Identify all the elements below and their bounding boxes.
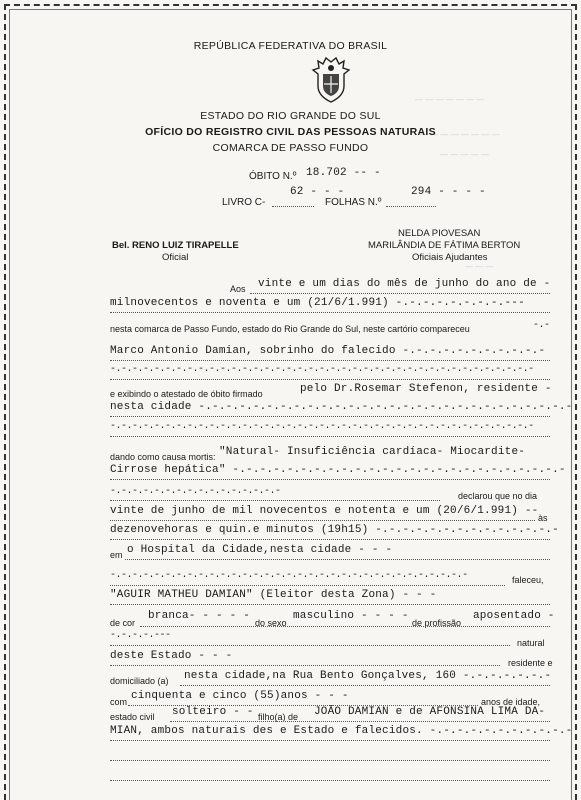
idade-label: anos de idade, [481, 697, 541, 707]
date-line-2: milnovecentos e noventa e um (21/6/1.991) -.-.-.-.-.-.-.-.--- [110, 297, 525, 309]
civil-label: estado civil [110, 712, 155, 722]
line-rule [110, 665, 500, 666]
bleed-through-text: — — — — — — — — [420, 130, 500, 139]
obito-label: ÓBITO N.º [249, 171, 297, 182]
place-line: o Hospital da Cidade,nesta cidade - - - [127, 544, 393, 556]
profissao-label: de profissão [412, 618, 462, 628]
bleed-through-text: — — — [465, 262, 494, 271]
filler-dashes: -.-.-.-.-.-.-.-.-.-.-.-.-.-.-.-.-.-.-.-.-.-.-.-.-.-.-.-.-.-.-.-.-.-.-.-.-.-.- [110, 421, 534, 432]
filler-dashes: -.-.-.-.-.-.-.-.-.-.-.-.-.-.-.-.-.-.-.-.-.-.-.-.-.-.-.-.-.-.-.-.-.-.-.-.-.-.- [110, 364, 534, 375]
line-rule [110, 479, 550, 480]
line-rule [110, 585, 505, 586]
deceased-name-line: "AGUIR MATHEU DAMIAN" (Eleitor desta Zona) - - - [110, 589, 437, 601]
declarant-line: Marco Antonio Damian, sobrinho do falecido -.-.-.-.-.-.-.-.-.-.- [110, 345, 546, 357]
line-rule [110, 604, 550, 605]
doctor-line: pelo Dr.Rosemar Stefenon, residente - [300, 383, 552, 395]
residence-line: nesta cidade -.-.-.-.-.-.-.-.-.-.-.-.-.-.-.-.-.-.-.-.-.-.-.-.-.-.-.- [110, 401, 573, 413]
assistant-name-1: NELDA PIOVESAN [398, 228, 481, 239]
line-rule [110, 520, 535, 521]
civil-value: solteiro - - [172, 706, 254, 718]
folhas-rule [386, 206, 436, 207]
origin-line: deste Estado - - - [110, 650, 233, 662]
causa-line-1: "Natural- Insuficiência cardíaca- Miocardite- [219, 446, 526, 458]
bleed-through-text: — — — — — [440, 150, 489, 159]
folhas-value: 294 - - - - [411, 186, 486, 198]
livro-label: LIVRO C- [222, 197, 266, 208]
line-rule [110, 780, 550, 781]
causa-label: dando como causa mortis: [110, 452, 216, 462]
address-line: nesta cidade,na Rua Bento Gonçalves, 160 -.-.-.-.-.-.- [184, 670, 552, 682]
line-rule [110, 645, 510, 646]
line-rule [180, 685, 550, 686]
atestado-text: e exibindo o atestado de óbito firmado [110, 389, 263, 399]
line-rule [110, 760, 550, 761]
official-name: Bel. RENO LUIZ TIRAPELLE [112, 240, 239, 251]
filler-dashes: -.-.-.-.-.-.-.-.-.-.-.-.-.-.-.-.-.-.-.-.-.-.-.-.-.-.-.-.-.-.-.-.- [110, 570, 468, 581]
declarou-text: declarou que no dia [458, 491, 538, 501]
cor-label: de cor [110, 618, 136, 628]
sexo-value: masculino - - - - [293, 610, 409, 622]
natural-label: natural [517, 638, 545, 648]
comarca-text: nesta comarca de Passo Fundo, estado do Rio Grande do Sul, neste cartório compareceu [110, 324, 470, 334]
assistants-role: Oficiais Ajudantes [412, 252, 488, 263]
bleed-through-text: — — — — — — — [415, 95, 485, 104]
line-rule [170, 721, 550, 722]
parents-line: JOÃO DAMIAN e de AFONSINA LIMA DA- [314, 706, 546, 718]
filler-dashes: -.-.-.-.-.-.-.-.-.-.-.-.-.-.-.- [110, 486, 281, 497]
domiciliado-label: domiciliado (a) [110, 676, 169, 686]
line-rule [110, 740, 550, 741]
line-rule [110, 379, 550, 380]
livro-value: 62 - - - [290, 186, 345, 198]
date-line-1: vinte e um dias do mês de junho do ano de - [258, 278, 551, 290]
faleceu-text: faleceu, [512, 575, 544, 585]
as-label: às [538, 513, 548, 523]
assistant-name-2: MARILÂNDIA DE FÁTIMA BERTON [368, 240, 521, 251]
coat-of-arms-icon [310, 56, 352, 104]
parents-line-2: MIAN, ambos naturais des e Estado e falecidos. -.-.-.-.-.-.-.-.-.-.- [110, 725, 573, 737]
folhas-label: FOLHAS N.º [325, 197, 382, 208]
line-rule [125, 559, 550, 560]
filho-label: filho(a) de [258, 712, 299, 722]
obito-number: 18.702 -- - [306, 167, 381, 179]
cor-value: branca- - - - - [148, 610, 251, 622]
line-rule [140, 626, 550, 627]
death-date-line: vinte de junho de mil novecentos e notenta e um (20/6/1.991) -- [110, 505, 539, 517]
livro-rule [272, 206, 314, 207]
causa-line-2: Cirrose hepática" -.-.-.-.-.-.-.-.-.-.-.-.-.-.-.-.-.-.-.-.-.-.-.-.- [110, 464, 566, 476]
residente-label: residente e [508, 658, 553, 668]
aos-label: Aos [230, 284, 246, 294]
line-rule [110, 500, 440, 501]
line-rule [110, 436, 550, 437]
header-office: OFÍCIO DO REGISTRO CIVIL DAS PESSOAS NATURAIS [145, 126, 436, 138]
filler-dashes: -.-.-.-.--- [110, 630, 171, 641]
header-state: ESTADO DO RIO GRANDE DO SUL [200, 110, 381, 122]
header-district: COMARCA DE PASSO FUNDO [212, 142, 369, 154]
comarca-tail: -.- [533, 320, 550, 331]
profissao-value: aposentado - [473, 610, 555, 622]
header-republic: REPÚBLICA FEDERATIVA DO BRASIL [193, 40, 388, 52]
line-rule [250, 293, 550, 294]
line-rule [110, 416, 550, 417]
death-time-line: dezenovehoras e quin.e minutos (19h15) -.-.-.-.-.-.-.-.-.-.-.-.-.- [110, 524, 559, 536]
official-role: Oficial [162, 252, 189, 263]
age-line: cinquenta e cinco (55)anos - - - [131, 690, 349, 702]
line-rule [110, 539, 550, 540]
em-label: em [110, 550, 123, 560]
com-label: com [110, 697, 128, 707]
line-rule [110, 360, 550, 361]
line-rule [110, 312, 550, 313]
sexo-label: do sexo [255, 618, 287, 628]
